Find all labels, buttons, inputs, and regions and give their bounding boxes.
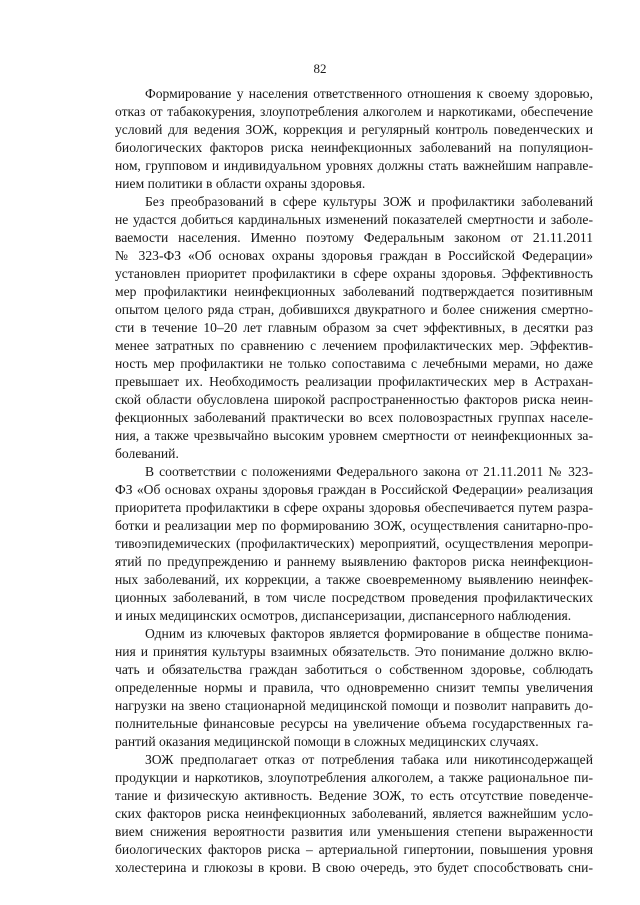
text-line: превышает их. Необходимость реализации профилактических мер в Астрахан- [115, 374, 593, 389]
text-line: ботки и реализации мер по формированию ЗОЖ, осуществления санитарно-про- [115, 518, 593, 533]
text-line: ционных заболеваний, в том числе посредством проведения профилактических [115, 590, 593, 605]
text-line: биологических факторов риска – артериальной гипертонии, повышения уровня [115, 842, 593, 857]
text-line: ЗОЖ предполагает отказ от потребления табака или никотинсодержащей [145, 752, 593, 767]
text-line: ских факторов риска неинфекционных заболеваний, является важнейшим усло- [115, 806, 593, 821]
text-line: фекционных заболеваний практически во всех половозрастных группах населе- [115, 410, 593, 425]
text-line: ятий по предупреждению и раннему выявлению факторов риска неинфекцион- [115, 554, 593, 569]
text-line: рантий оказания медицинской помощи в сложных медицинских случаях. [115, 734, 539, 749]
text-line: условий для ведения ЗОЖ, коррекция и регулярный контроль поведенческих и [115, 122, 593, 137]
text-line: № 323-ФЗ «Об основах охраны здоровья граждан в Российской Федерации» [115, 248, 593, 263]
text-line: ния, а также чрезвычайно высоким уровнем смертности от неинфекционных за- [115, 428, 593, 443]
text-line: нием политики в области охраны здоровья. [115, 176, 366, 191]
text-line: ном, групповом и индивидуальном уровнях должны стать важнейшим направле- [115, 158, 593, 173]
text-line: опытом целого ряда стран, добившихся двукратного и более снижения смертно- [115, 302, 593, 317]
text-line: ской области обусловлена широкой распространенностью факторов риска неин- [115, 392, 593, 407]
text-line: продукции и наркотиков, злоупотребления алкоголем, а также рациональное пи- [115, 770, 593, 785]
text-line: мер профилактики неинфекционных заболеваний подтверждается позитивным [115, 284, 593, 299]
text-line: болеваний. [115, 446, 179, 461]
text-line: полнительные финансовые ресурсы на увеличение объема государственных га- [115, 716, 593, 731]
text-line: нагрузки на звено стационарной медицинской помощи и позволит направить до- [115, 698, 593, 713]
text-line: ность мер профилактики не только сопоставима с лечебными мерами, но даже [115, 356, 593, 371]
text-line: холестерина и глюкозы в крови. В свою очередь, это будет способствовать сни- [115, 860, 593, 875]
text-line: ФЗ «Об основах охраны здоровья граждан в Российской Федерации» реализация [115, 482, 593, 497]
text-line: ных заболеваний, их коррекции, а также своевременному выявлению неинфек- [115, 572, 593, 587]
text-line: Формирование у населения ответственного отношения к своему здоровью, [145, 86, 593, 101]
text-line: и иных медицинских осмотров, диспансеризации, диспансерного наблюдения. [115, 608, 572, 623]
text-line: вием снижения вероятности развития или уменьшения степени выраженности [115, 824, 593, 839]
text-line: В соответствии с положениями Федерального закона от 21.11.2011 № 323- [145, 464, 593, 479]
text-line: чать и обязательства граждан заботиться о собственном здоровье, соблюдать [115, 662, 593, 677]
text-line: определенные нормы и правила, что одновременно снизит темпы увеличения [115, 680, 593, 695]
text-line: сти в течение 10–20 лет главным образом за счет эффективных, в десятки раз [115, 320, 593, 335]
text-line: не удастся добиться кардинальных изменений показателей смертности и заболе- [115, 212, 593, 227]
text-line: отказ от табакокурения, злоупотребления алкоголем и наркотиками, обеспечение [115, 104, 593, 119]
text-line: Без преобразований в сфере культуры ЗОЖ и профилактики заболеваний [145, 194, 593, 209]
text-line: тивоэпидемических (профилактических) мероприятий, осуществления меропри- [115, 536, 593, 551]
text-line: тание и физическую активность. Ведение ЗОЖ, то есть отсутствие поведенче- [115, 788, 593, 803]
text-line: ния и принятия культуры взаимных обязательств. Это понимание должно вклю- [115, 644, 593, 659]
text-line: ваемости населения. Именно поэтому Федеральным законом от 21.11.2011 [115, 230, 593, 245]
text-line: приоритета профилактики в сфере охраны здоровья обеспечивается путем разра- [115, 500, 593, 515]
text-line: Одним из ключевых факторов является формирование в обществе понима- [145, 626, 593, 641]
page-number: 82 [313, 61, 327, 76]
text-line: менее затратных по сравнению с лечением профилактических мер. Эффектив- [115, 338, 593, 353]
text-line: установлен приоритет профилактики в сфере охраны здоровья. Эффективность [115, 266, 593, 281]
text-line: биологических факторов риска неинфекционных заболеваний на популяцион- [115, 140, 593, 155]
